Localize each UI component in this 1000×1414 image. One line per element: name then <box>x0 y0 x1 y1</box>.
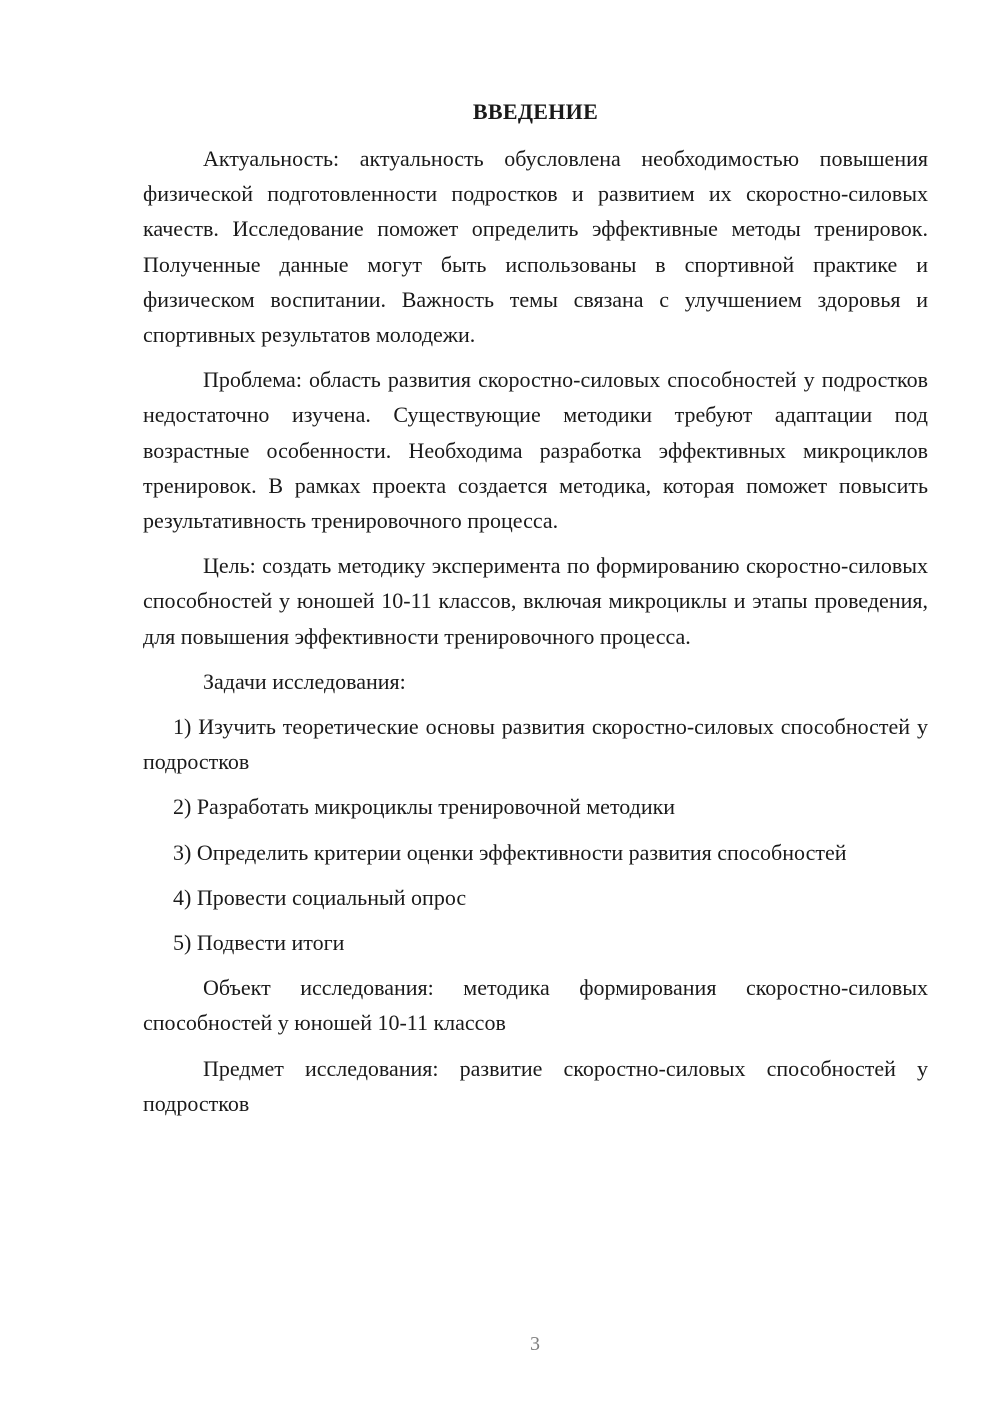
paragraph-relevance: Актуальность: актуальность обусловлена необходимостью повышения физической подготовленности подростков и развитием их скоростно-силовых качеств. Исследование поможет определить эффективные методы тренировок. Полученные данные могут быть использованы в спортивной практике и физическом воспитании. Важность темы связана с улучшением здоровья и спортивных результатов молодежи. <box>143 146 928 348</box>
task-item-1: 1) Изучить теоретические основы развития скоростно-силовых способностей у подростков <box>143 714 928 775</box>
paragraph-object: Объект исследования: методика формирования скоростно-силовых способностей у юношей 10-11 классов <box>143 975 928 1036</box>
tasks-heading: Задачи исследования: <box>203 668 406 694</box>
page-title: ВВЕДЕНИЕ <box>472 99 599 124</box>
paragraph-subject: Предмет исследования: развитие скоростно-силовых способностей у подростков <box>143 1055 928 1116</box>
paragraph-goal: Цель: создать методику эксперимента по формированию скоростно-силовых способностей у юношей 10-11 классов, включая микроциклы и этапы проведения, для повышения эффективности тренировочного процесса. <box>143 553 928 649</box>
task-item-4: 4) Провести социальный опрос <box>173 884 467 910</box>
page-number: 3 <box>530 1333 540 1355</box>
task-item-5: 5) Подвести итоги <box>173 930 345 956</box>
paragraph-problem: Проблема: область развития скоростно-силовых способностей у подростков недостаточно изучена. Существующие методики требуют адаптации под возрастные особенности. Необходима разработка эффективных микроциклов тренировок. В рамках проекта создается методика, которая поможет повысить результативность тренировочного процесса. <box>143 367 928 534</box>
document-body <box>143 94 928 1131</box>
task-item-3: 3) Определить критерии оценки эффективности развития способностей <box>173 839 847 865</box>
task-item-2: 2) Разработать микроциклы тренировочной методики <box>173 794 676 820</box>
